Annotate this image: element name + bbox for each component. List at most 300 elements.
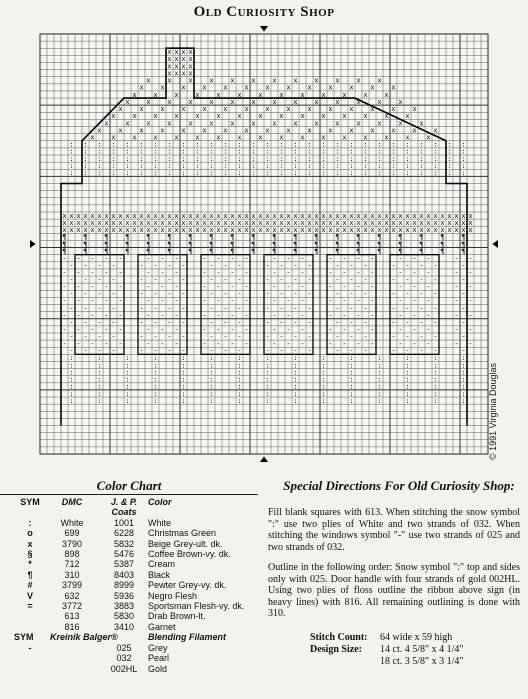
stitch-symbol: ¶	[377, 233, 382, 242]
stitch-symbol: x	[433, 226, 438, 235]
stitch-symbol: :	[307, 154, 312, 163]
stitch-symbol: x	[251, 97, 256, 106]
stitch-symbol: -	[363, 347, 368, 356]
stitch-symbol: -	[118, 311, 123, 320]
stitch-symbol: :	[209, 361, 214, 370]
stitch-symbol: -	[69, 304, 74, 313]
stitch-symbol: x	[146, 226, 151, 235]
stitch-symbol: :	[433, 368, 438, 377]
stitch-symbol: -	[391, 261, 396, 270]
stitch-symbol: :	[391, 147, 396, 156]
stitch-symbol: :	[321, 375, 326, 384]
stitch-symbol: -	[83, 261, 88, 270]
stitch-symbol: :	[405, 161, 410, 170]
stitch-symbol: -	[342, 311, 347, 320]
stitch-symbol: :	[293, 382, 298, 391]
stitch-symbol: x	[454, 218, 459, 227]
stitch-symbol: -	[181, 275, 186, 284]
stitch-symbol: x	[286, 105, 291, 114]
stitch-symbol: ¶	[314, 233, 319, 242]
stitch-symbol: -	[468, 254, 473, 263]
stitch-symbol: x	[405, 112, 410, 121]
stitch-symbol: :	[265, 154, 270, 163]
stitch-symbol: -	[97, 332, 102, 341]
stitch-symbol: -	[216, 325, 221, 334]
stitch-symbol: :	[181, 154, 186, 163]
stitch-symbol: :	[363, 161, 368, 170]
stitch-symbol: x	[160, 218, 165, 227]
stitch-symbol: -	[426, 254, 431, 263]
stitch-symbol: :	[181, 368, 186, 377]
stitch-symbol: x	[433, 211, 438, 220]
stitch-symbol: x	[202, 226, 207, 235]
stitch-symbol: :	[153, 389, 158, 398]
stitch-symbol: -	[265, 290, 270, 299]
center-arrow-bottom	[260, 456, 268, 462]
special-directions-title: Special Directions For Old Curiosity Shop:	[283, 478, 515, 493]
stitch-symbol: x	[97, 226, 102, 235]
stitch-symbol: x	[363, 226, 368, 235]
stitch-symbol: -	[118, 325, 123, 334]
stitch-symbol: -	[419, 304, 424, 313]
stitch-symbol: -	[454, 282, 459, 291]
stitch-symbol: x	[405, 211, 410, 220]
stitch-symbol: x	[265, 83, 270, 92]
stitch-symbol: -	[412, 268, 417, 277]
stitch-symbol: :	[195, 169, 200, 178]
stitch-symbol: -	[62, 325, 67, 334]
stitch-symbol: :	[279, 140, 284, 149]
stitch-symbol: :	[181, 354, 186, 363]
stitch-symbol: x	[335, 76, 340, 85]
stitch-symbol: :	[237, 354, 242, 363]
stitch-symbol: -	[153, 304, 158, 313]
stitch-symbol: x	[398, 211, 403, 220]
stitch-symbol: x	[398, 226, 403, 235]
stitch-symbol: -	[279, 332, 284, 341]
stitch-symbol: :	[139, 140, 144, 149]
stitch-symbol: x	[167, 55, 172, 64]
stitch-symbol: x	[251, 218, 256, 227]
stitch-symbol: -	[244, 325, 249, 334]
stitch-symbol: -	[419, 347, 424, 356]
stitch-symbol: -	[391, 290, 396, 299]
stitch-symbol: -	[230, 325, 235, 334]
stitch-symbol: -	[244, 297, 249, 306]
stitch-symbol: x	[174, 69, 179, 78]
stitch-symbol: -	[202, 282, 207, 291]
stitch-symbol: -	[237, 332, 242, 341]
stitch-symbol: -	[76, 311, 81, 320]
stitch-symbol: :	[181, 147, 186, 156]
stitch-symbol: :	[265, 361, 270, 370]
stitch-symbol: -	[174, 282, 179, 291]
stitch-symbol: ¶	[419, 240, 424, 249]
stitch-symbol: -	[69, 318, 74, 327]
stitch-symbol: x	[104, 218, 109, 227]
stitch-symbol: :	[125, 382, 130, 391]
stitch-symbol: x	[384, 133, 389, 142]
stitch-symbol: x	[440, 218, 445, 227]
stitch-symbol: x	[293, 218, 298, 227]
stitch-symbol: -	[202, 268, 207, 277]
stitch-symbol: :	[125, 361, 130, 370]
stitch-symbol: :	[349, 354, 354, 363]
stitch-symbol: -	[335, 318, 340, 327]
stitch-symbol: x	[174, 55, 179, 64]
stitch-symbol: -	[174, 339, 179, 348]
row-jp-coats: 5936	[113, 590, 135, 601]
stitch-symbol: -	[454, 339, 459, 348]
stitch-symbol: -	[230, 297, 235, 306]
stitch-symbol: -	[146, 311, 151, 320]
stitch-symbol: -	[104, 254, 109, 263]
stitch-symbol: :	[349, 154, 354, 163]
stitch-symbol: x	[132, 226, 137, 235]
stitch-symbol: -	[216, 311, 221, 320]
stitch-symbol: x	[335, 226, 340, 235]
kreinik-color-name: Gold	[148, 663, 168, 674]
stitch-symbol: x	[391, 126, 396, 135]
stitch-symbol: -	[167, 332, 172, 341]
stitch-symbol: x	[153, 112, 158, 121]
stitch-symbol: x	[146, 97, 151, 106]
stitch-symbol: :	[153, 161, 158, 170]
stitch-symbol: ¶	[335, 233, 340, 242]
stitch-symbol: -	[349, 261, 354, 270]
stitch-symbol: x	[272, 218, 277, 227]
stitch-symbol: :	[405, 140, 410, 149]
stitch-symbol: -	[237, 290, 242, 299]
stitch-symbol: -	[139, 290, 144, 299]
stitch-symbol: -	[468, 282, 473, 291]
stitch-symbol: -	[272, 325, 277, 334]
stitch-symbol: -	[223, 304, 228, 313]
stitch-symbol: -	[160, 297, 165, 306]
stitch-symbol: :	[237, 140, 242, 149]
stitch-symbol: -	[356, 254, 361, 263]
stitch-symbol: x	[237, 90, 242, 99]
row-color-name: Sportsman Flesh-vy. dk.	[148, 600, 245, 611]
stitch-symbol: x	[447, 226, 452, 235]
stitch-symbol: :	[237, 389, 242, 398]
stitch-symbol: x	[286, 218, 291, 227]
stitch-symbol: -	[272, 297, 277, 306]
stitch-symbol: -	[426, 311, 431, 320]
stitch-symbol: x	[181, 211, 186, 220]
stitch-symbol: x	[97, 218, 102, 227]
stitch-symbol: :	[69, 140, 74, 149]
stitch-symbol: x	[230, 119, 235, 128]
stitch-symbol: x	[356, 211, 361, 220]
stitch-symbol: x	[195, 211, 200, 220]
stitch-symbol: x	[244, 218, 249, 227]
stitch-symbol: x	[272, 119, 277, 128]
stitch-symbol: :	[223, 140, 228, 149]
stitch-symbol: x	[167, 119, 172, 128]
stitch-symbol: :	[125, 154, 130, 163]
stitch-symbol: x	[307, 211, 312, 220]
stitch-symbol: :	[349, 368, 354, 377]
stitch-symbol: x	[279, 90, 284, 99]
header-jp-2: Coats	[111, 507, 137, 518]
stitch-symbol: ¶	[62, 240, 67, 249]
stitch-symbol: -	[412, 282, 417, 291]
stitch-symbol: x	[391, 211, 396, 220]
stitch-symbol: :	[293, 354, 298, 363]
stitch-symbol: -	[111, 347, 116, 356]
stitch-symbol: x	[363, 112, 368, 121]
stitch-symbol: x	[202, 83, 207, 92]
stitch-symbol: -	[160, 268, 165, 277]
stitch-symbol: x	[181, 62, 186, 71]
stitch-symbol: :	[405, 375, 410, 384]
stitch-symbol: -	[160, 311, 165, 320]
row-color-name: Negro Flesh	[148, 590, 198, 601]
stitch-symbol: x	[118, 126, 123, 135]
stitch-symbol: -	[174, 297, 179, 306]
stitch-symbol: x	[335, 119, 340, 128]
stitch-symbol: -	[419, 290, 424, 299]
stitch-symbol: :	[125, 375, 130, 384]
stitch-symbol: :	[279, 169, 284, 178]
stitch-symbol: -	[279, 290, 284, 299]
stitch-symbol: x	[209, 119, 214, 128]
stitch-symbol: x	[188, 97, 193, 106]
stitch-symbol: -	[111, 304, 116, 313]
stitch-symbol: :	[377, 161, 382, 170]
stitch-symbol: x	[209, 218, 214, 227]
stitch-symbol: -	[216, 339, 221, 348]
stitch-symbol: x	[363, 211, 368, 220]
stitch-symbol: -	[356, 339, 361, 348]
stitch-symbol: x	[356, 119, 361, 128]
stitch-symbol: ¶	[272, 240, 277, 249]
stitch-symbol: :	[321, 169, 326, 178]
stitch-symbol: x	[419, 119, 424, 128]
stitch-symbol: x	[265, 226, 270, 235]
stitch-symbol: -	[174, 311, 179, 320]
stitch-symbol: :	[237, 361, 242, 370]
stitch-symbol: :	[153, 375, 158, 384]
stitch-symbol: x	[251, 226, 256, 235]
stitch-symbol: x	[146, 76, 151, 85]
row-dmc: 613	[64, 611, 80, 622]
row-jp-coats: 8403	[113, 569, 135, 580]
stitch-symbol: :	[391, 161, 396, 170]
stitch-symbol: -	[104, 339, 109, 348]
stitch-symbol: -	[356, 311, 361, 320]
stitch-symbol: x	[118, 218, 123, 227]
stitch-symbol: x	[349, 211, 354, 220]
stitch-symbol: x	[118, 226, 123, 235]
stitch-symbol: :	[405, 354, 410, 363]
stitch-symbol: -	[405, 347, 410, 356]
stitch-symbol: :	[377, 375, 382, 384]
stitch-symbol: ¶	[251, 240, 256, 249]
stitch-symbol: -	[244, 268, 249, 277]
stitch-symbol: -	[328, 311, 333, 320]
stitch-symbol: :	[293, 147, 298, 156]
row-symbol: *	[28, 559, 32, 570]
stitch-symbol: x	[111, 211, 116, 220]
stitch-symbol: -	[412, 325, 417, 334]
stitch-symbol: -	[293, 275, 298, 284]
stitch-symbol: -	[83, 275, 88, 284]
stitch-symbol: :	[153, 354, 158, 363]
stitch-symbol: x	[307, 226, 312, 235]
stitch-symbol: ¶	[293, 233, 298, 242]
stitch-symbol: x	[321, 211, 326, 220]
stitch-symbol: x	[69, 218, 74, 227]
stitch-symbol: -	[356, 325, 361, 334]
stitch-symbol: :	[433, 396, 438, 405]
stitch-symbol: :	[349, 396, 354, 405]
stitch-symbol: :	[111, 147, 116, 156]
stitch-symbol: x	[314, 218, 319, 227]
stitch-symbol: x	[202, 126, 207, 135]
stitch-symbol: :	[83, 169, 88, 178]
stitch-symbol: x	[132, 211, 137, 220]
stitch-symbol: :	[181, 161, 186, 170]
stitch-symbol: x	[188, 226, 193, 235]
kreinik-code: 032	[116, 653, 132, 664]
stitch-symbol: x	[377, 119, 382, 128]
stitch-symbol: :	[433, 375, 438, 384]
stitch-symbol: :	[433, 389, 438, 398]
stitch-symbol: x	[363, 133, 368, 142]
stitch-symbol: :	[69, 389, 74, 398]
stitch-symbol: -	[328, 268, 333, 277]
stitch-symbol: :	[307, 169, 312, 178]
stitch-symbol: -	[237, 261, 242, 270]
stitch-symbol: -	[363, 290, 368, 299]
stitch-symbol: -	[412, 339, 417, 348]
stitch-symbol: :	[97, 396, 102, 405]
stitch-symbol: -	[363, 261, 368, 270]
stitch-symbol: x	[265, 105, 270, 114]
stitch-symbol: x	[181, 48, 186, 57]
stitch-symbol: :	[419, 154, 424, 163]
stitch-symbol: -	[181, 347, 186, 356]
stitch-symbol: -	[139, 332, 144, 341]
stitch-symbol: x	[384, 226, 389, 235]
stitch-symbol: :	[195, 154, 200, 163]
stitch-symbol: -	[272, 311, 277, 320]
stitch-symbol: x	[328, 126, 333, 135]
stitch-symbol: x	[349, 83, 354, 92]
stitch-symbol: :	[167, 161, 172, 170]
stitch-symbol: -	[83, 290, 88, 299]
stitch-symbol: -	[202, 297, 207, 306]
stitch-symbol: x	[111, 226, 116, 235]
stitch-symbol: -	[69, 332, 74, 341]
kreinik-code: 025	[116, 643, 132, 654]
stitch-symbol: x	[384, 112, 389, 121]
stitch-symbol: -	[209, 347, 214, 356]
stitch-symbol: x	[314, 97, 319, 106]
row-jp-coats: 5387	[113, 559, 135, 570]
stitch-symbol: ¶	[167, 240, 172, 249]
stitch-symbol: -	[398, 325, 403, 334]
stitch-symbol: -	[279, 347, 284, 356]
stitch-symbol: :	[321, 161, 326, 170]
stitch-symbol: -	[363, 275, 368, 284]
stitch-symbol: ¶	[230, 247, 235, 256]
stitch-symbol: :	[181, 396, 186, 405]
stitch-symbol: -	[454, 254, 459, 263]
stitch-symbol: :	[433, 147, 438, 156]
stitch-symbol: -	[97, 275, 102, 284]
stitch-symbol: -	[202, 311, 207, 320]
stitch-symbol: x	[111, 133, 116, 142]
stitch-symbol: -	[398, 297, 403, 306]
stitch-symbol: :	[461, 140, 466, 149]
stitch-symbol: x	[195, 90, 200, 99]
stitch-symbol: -	[293, 332, 298, 341]
stitch-symbol: x	[377, 97, 382, 106]
stitch-symbol: x	[230, 97, 235, 106]
stitch-symbol: x	[223, 126, 228, 135]
stitch-symbol: x	[335, 218, 340, 227]
stitch-symbol: -	[391, 275, 396, 284]
stitch-symbol: -	[293, 290, 298, 299]
stitch-symbol: x	[237, 226, 242, 235]
stitch-symbol: -	[426, 282, 431, 291]
stitch-symbol: -	[237, 318, 242, 327]
row-dmc: 3799	[61, 580, 83, 591]
stitch-symbol: x	[174, 218, 179, 227]
stitch-symbol: x	[188, 48, 193, 57]
center-arrow-top	[260, 26, 268, 32]
stitch-symbol: -	[104, 325, 109, 334]
stitch-symbol: :	[433, 382, 438, 391]
stitch-symbol: -	[398, 282, 403, 291]
stitch-symbol: ¶	[461, 233, 466, 242]
stitch-symbol: x	[167, 226, 172, 235]
stitch-symbol: -	[216, 254, 221, 263]
stitch-symbol: ¶	[125, 247, 130, 256]
stitch-symbol: :	[321, 382, 326, 391]
stitch-symbol: x	[223, 83, 228, 92]
stitch-symbol: :	[363, 140, 368, 149]
stitch-symbol: -	[62, 254, 67, 263]
stitch-symbol: :	[139, 169, 144, 178]
stitch-symbol: :	[377, 140, 382, 149]
stitch-symbol: :	[111, 154, 116, 163]
stitch-symbol: ¶	[188, 233, 193, 242]
stitch-symbol: x	[209, 226, 214, 235]
stitch-symbol: -	[111, 332, 116, 341]
stitch-symbol: x	[216, 211, 221, 220]
stitch-symbol: x	[69, 211, 74, 220]
stitch-symbol: x	[258, 112, 263, 121]
stitch-symbol: :	[83, 140, 88, 149]
stitch-symbol: x	[139, 226, 144, 235]
stitch-symbol: ¶	[251, 233, 256, 242]
stitch-symbol: -	[433, 261, 438, 270]
stitch-symbol: :	[447, 147, 452, 156]
stitch-symbol: x	[174, 48, 179, 57]
stitch-symbol: -	[97, 304, 102, 313]
stitch-symbol: x	[370, 218, 375, 227]
stitch-symbol: x	[419, 226, 424, 235]
stitch-symbol: -	[300, 282, 305, 291]
stitch-symbol: x	[335, 211, 340, 220]
stitch-symbol: :	[433, 140, 438, 149]
stitch-symbol: x	[146, 211, 151, 220]
stitch-symbol: x	[251, 211, 256, 220]
